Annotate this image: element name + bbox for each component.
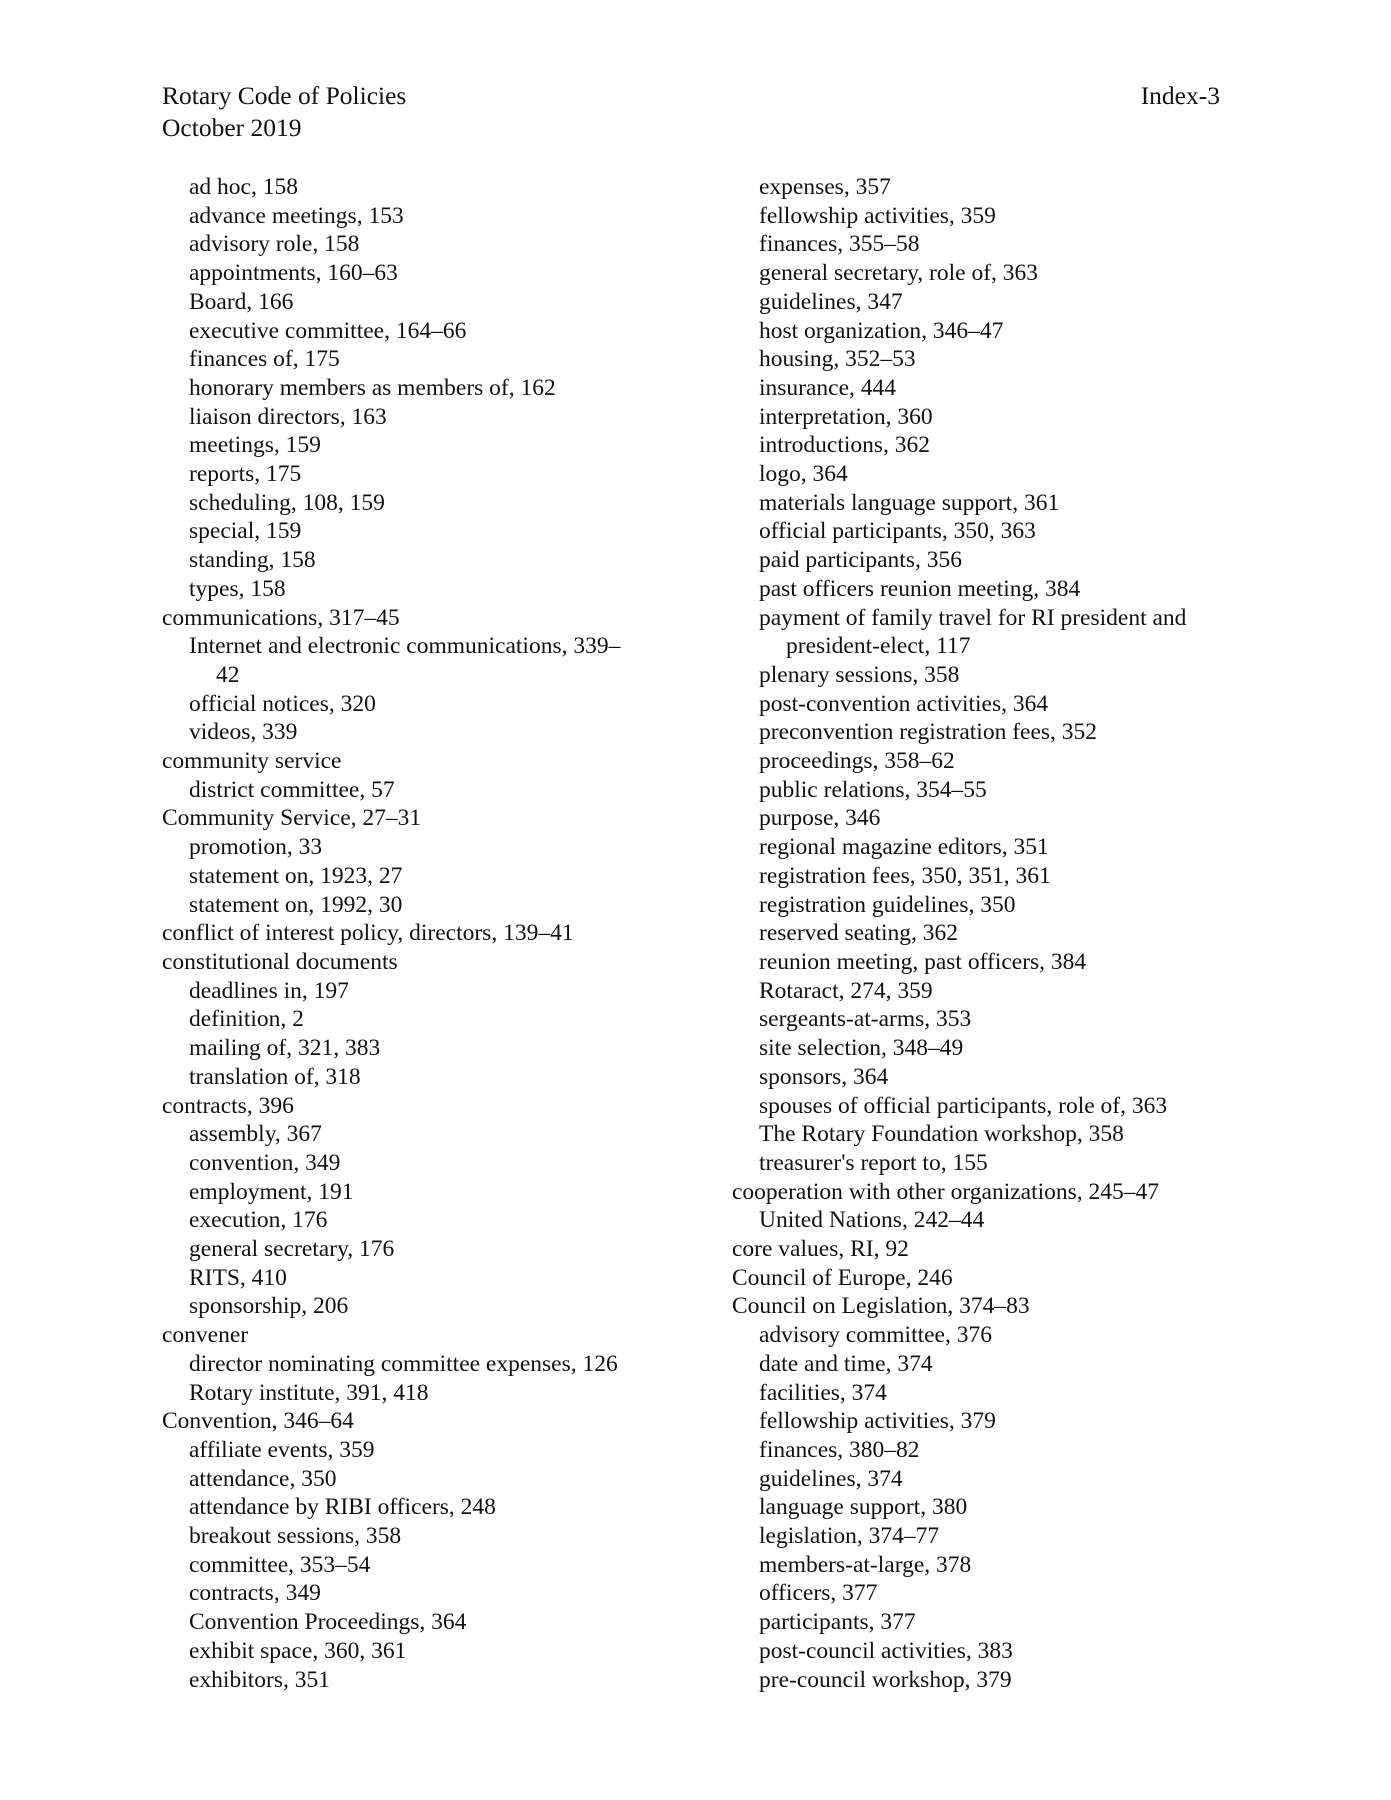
index-sub-entry: preconvention registration fees, 352 [759,719,1098,746]
index-sub-entry: past officers reunion meeting, 384 [759,575,1081,602]
index-sub-entry: contracts, 349 [189,1580,321,1607]
index-sub-entry: members-at-large, 378 [759,1551,972,1578]
index-sub-entry: special, 159 [189,518,302,545]
document-date: October 2019 [162,113,302,142]
index-sub-entry: expenses, 357 [759,174,891,200]
index-sub-entry: reports, 175 [189,461,302,488]
index-sub-entry: site selection, 348–49 [759,1035,964,1062]
index-sub-entry: attendance by RIBI officers, 248 [189,1494,496,1521]
index-sub-entry: ad hoc, 158 [189,174,298,200]
index-entry-continuation: 42 [216,661,240,688]
index-main-entry: constitutional documents [162,948,398,975]
index-sub-entry: registration fees, 350, 351, 361 [759,862,1051,889]
index-sub-entry: appointments, 160–63 [189,260,398,287]
index-sub-entry: employment, 191 [189,1178,354,1205]
index-sub-entry: logo, 364 [759,461,848,488]
index-sub-entry: mailing of, 321, 383 [189,1035,381,1062]
index-sub-entry: finances, 355–58 [759,231,920,258]
index-sub-entry: liaison directors, 163 [189,403,387,430]
index-sub-entry: finances of, 175 [189,346,340,373]
index-sub-entry: sergeants-at-arms, 353 [759,1006,972,1033]
index-main-entry: contracts, 396 [162,1092,294,1119]
index-sub-entry: Rotaract, 274, 359 [759,977,933,1004]
index-sub-entry: fellowship activities, 359 [759,202,996,229]
index-sub-entry: translation of, 318 [189,1063,361,1090]
document-title: Rotary Code of Policies [162,81,407,110]
index-sub-entry: fellowship activities, 379 [759,1408,996,1435]
index-sub-entry: breakout sessions, 358 [189,1523,402,1550]
index-sub-entry: pre-council workshop, 379 [759,1666,1012,1693]
index-sub-entry: paid participants, 356 [759,547,962,574]
index-sub-entry: promotion, 33 [189,834,323,861]
index-sub-entry: finances, 380–82 [759,1436,920,1463]
index-sub-entry: host organization, 346–47 [759,317,1004,344]
index-sub-entry: plenary sessions, 358 [759,661,960,688]
index-sub-entry: executive committee, 164–66 [189,317,467,344]
index-sub-entry: materials language support, 361 [759,489,1060,516]
index-sub-entry: affiliate events, 359 [189,1436,375,1463]
index-sub-entry: advisory committee, 376 [759,1322,992,1349]
index-sub-entry: participants, 377 [759,1609,916,1636]
index-main-entry: conflict of interest policy, directors, 139–41 [162,920,574,947]
index-sub-entry: United Nations, 242–44 [759,1207,985,1234]
index-main-entry: Council of Europe, 246 [732,1264,953,1291]
index-sub-entry: committee, 353–54 [189,1551,371,1578]
index-main-entry: cooperation with other organizations, 245–47 [732,1178,1160,1205]
index-sub-entry: advance meetings, 153 [189,202,404,229]
index-sub-entry: Board, 166 [189,288,294,315]
index-main-entry: convener [162,1322,249,1349]
index-sub-entry: RITS, 410 [189,1264,287,1291]
index-main-entry: communications, 317–45 [162,604,400,631]
index-sub-entry: advisory role, 158 [189,231,360,258]
index-sub-entry: language support, 380 [759,1494,968,1521]
index-sub-entry: sponsorship, 206 [189,1293,349,1320]
index-sub-entry: payment of family travel for RI president and [759,604,1187,631]
index-sub-entry: interpretation, 360 [759,403,933,430]
index-sub-entry: deadlines in, 197 [189,977,349,1004]
index-main-entry: community service [162,748,342,775]
index-sub-entry: meetings, 159 [189,432,321,459]
index-sub-entry: post-council activities, 383 [759,1637,1013,1664]
index-sub-entry: official notices, 320 [189,690,376,717]
index-sub-entry: honorary members as members of, 162 [189,374,556,401]
index-sub-entry: general secretary, 176 [189,1236,395,1263]
index-sub-entry: spouses of official participants, role of, 363 [759,1092,1168,1119]
index-sub-entry: convention, 349 [189,1149,341,1176]
index-sub-entry: district committee, 57 [189,776,395,803]
index-sub-entry: official participants, 350, 363 [759,518,1036,545]
index-sub-entry: facilities, 374 [759,1379,887,1406]
index-sub-entry: exhibit space, 360, 361 [189,1637,407,1664]
index-sub-entry: guidelines, 374 [759,1465,903,1492]
index-sub-entry: standing, 158 [189,547,316,574]
index-sub-entry: definition, 2 [189,1006,304,1033]
index-sub-entry: sponsors, 364 [759,1063,889,1090]
index-sub-entry: Internet and electronic communications, 339– [189,633,621,660]
index-sub-entry: reunion meeting, past officers, 384 [759,948,1087,975]
index-sub-entry: director nominating committee expenses, 126 [189,1350,618,1377]
index-sub-entry: The Rotary Foundation workshop, 358 [759,1121,1124,1148]
index-sub-entry: registration guidelines, 350 [759,891,1016,918]
index-sub-entry: Convention Proceedings, 364 [189,1609,467,1636]
index-sub-entry: guidelines, 347 [759,288,903,315]
index-sub-entry: statement on, 1992, 30 [189,891,403,918]
index-sub-entry: introductions, 362 [759,432,931,459]
index-entry-continuation: president-elect, 117 [786,633,971,660]
index-sub-entry: public relations, 354–55 [759,776,987,803]
index-sub-entry: post-convention activities, 364 [759,690,1049,717]
index-sub-entry: Rotary institute, 391, 418 [189,1379,429,1406]
index-sub-entry: insurance, 444 [759,374,897,401]
header-left [162,80,406,144]
page-number: Index-3 [1140,81,1220,110]
index-sub-entry: regional magazine editors, 351 [759,834,1049,861]
index-column-left [162,173,662,1694]
index-main-entry: core values, RI, 92 [732,1236,909,1263]
index-sub-entry: proceedings, 358–62 [759,748,955,775]
index-sub-entry: reserved seating, 362 [759,920,959,947]
index-sub-entry: officers, 377 [759,1580,878,1607]
index-sub-entry: types, 158 [189,575,286,602]
index-sub-entry: purpose, 346 [759,805,881,832]
index-main-entry: Convention, 346–64 [162,1408,354,1435]
index-column-right [732,173,1232,1694]
index-sub-entry: date and time, 374 [759,1350,933,1377]
index-main-entry: Community Service, 27–31 [162,805,422,832]
index-sub-entry: legislation, 374–77 [759,1523,940,1550]
index-sub-entry: attendance, 350 [189,1465,337,1492]
index-sub-entry: execution, 176 [189,1207,328,1234]
index-sub-entry: assembly, 367 [189,1121,322,1148]
index-main-entry: Council on Legislation, 374–83 [732,1293,1030,1320]
index-sub-entry: statement on, 1923, 27 [189,862,403,889]
index-sub-entry: general secretary, role of, 363 [759,260,1039,287]
index-sub-entry: videos, 339 [189,719,298,746]
index-sub-entry: exhibitors, 351 [189,1666,330,1693]
index-sub-entry: scheduling, 108, 159 [189,489,385,516]
index-sub-entry: housing, 352–53 [759,346,916,373]
index-sub-entry: treasurer's report to, 155 [759,1149,988,1176]
